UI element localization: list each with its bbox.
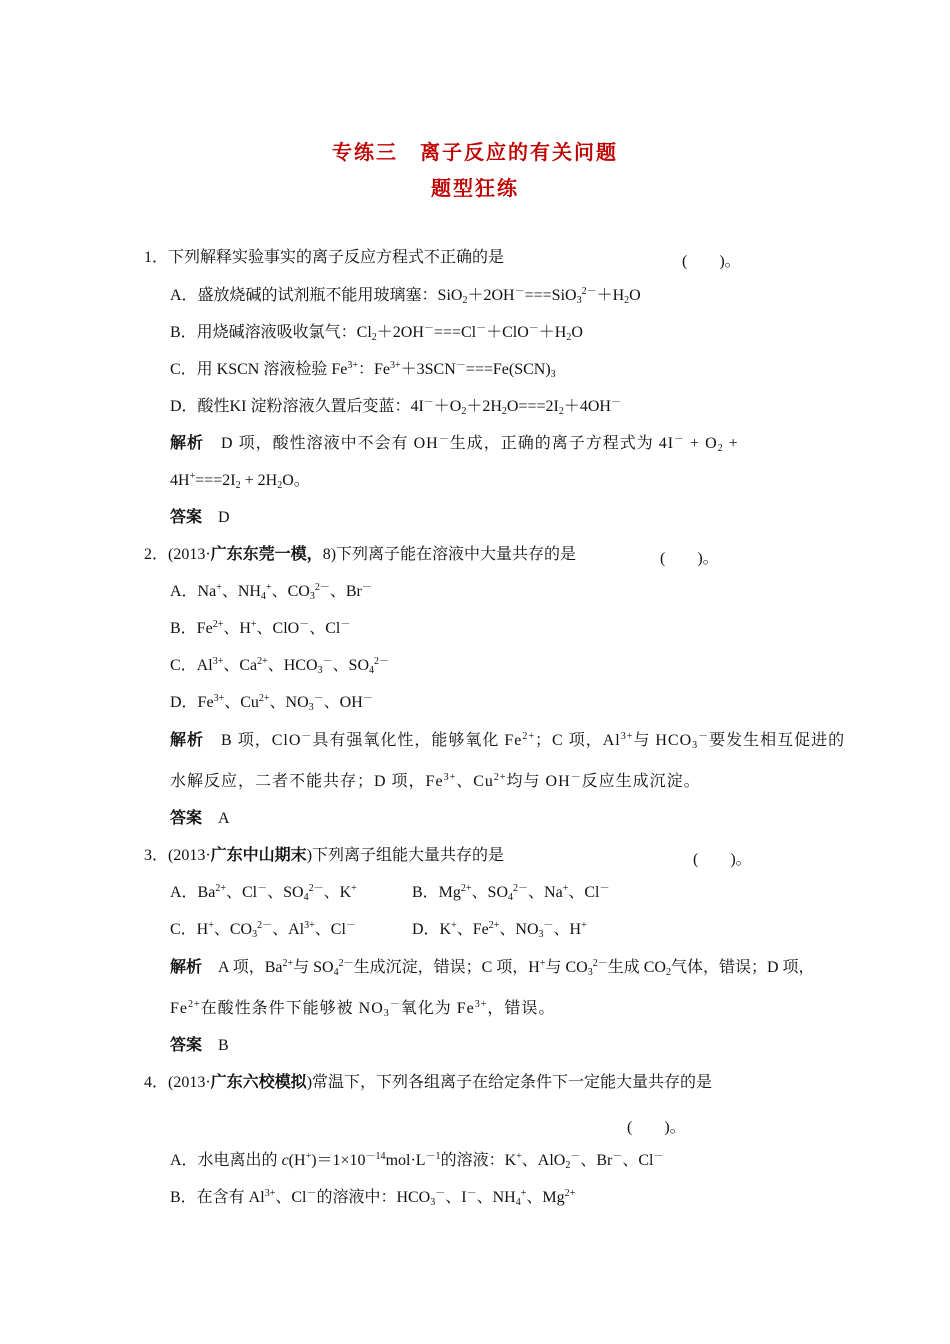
question-4: 4．(2013·广东六校模拟)常温下，下列各组离子在给定条件下一定能大量共存的是 [144,1074,713,1091]
option-c: C．$Al^{3+}$、$Ca^{2+}$、$HCO_3^-$、$SO_4^{2-}$ [170,656,390,676]
analysis: 解析 A 项，$Ba^{2+}$与 $SO_4^{2-}$生成沉淀，错误；C 项，H+与 $CO_3^{2-}$生成 $CO_2$气体，错误；D 项， [170,958,815,978]
option-d: D．酸性KI 淀粉溶液久置后变蓝：$4I^-+O_2+2H_2O===2I_2+4OH^-$ [170,397,621,417]
option-a: A．$Ba^{2+}$、Cl－、$SO_4^{2-}$、K+ [170,883,357,903]
question-3: 3．(2013·广东中山期末)下列离子组能大量共存的是 [144,847,505,864]
option-c: C．用 KSCN 溶液检验 $Fe^{3+}$：$Fe^{3+}+3SCN^-===Fe(SCN)_3$ [170,360,556,380]
analysis: 解析 B 项，ClO－具有强氧化性，能够氧化 $Fe^{2+}$；C 项，$Al^{3+}$与 $HCO_3^-$要发生相互促进的 [170,731,846,751]
question-2: 2．(2013·广东东莞一模，8)下列离子能在溶液中大量共存的是 [144,546,577,563]
analysis-cont: $4H^+===2I_2 + 2H_2O$。 [170,471,310,491]
option-a: A．盛放烧碱的试剂瓶不能用玻璃塞：$SiO_2+2OH^-===SiO_3^{2-}+H_2O$ [170,286,641,306]
analysis-cont: 水解反应，二者不能共存；D 项，$Fe^{3+}$、$Cu^{2+}$均与 OH－反应生成沉淀。 [170,772,701,790]
answer-blank: ( )。 [627,1119,686,1136]
option-d: D．K+、$Fe^{2+}$、$NO_3^-$、H+ [412,920,587,940]
page-subtitle: 题型狂练 [431,176,519,200]
answer: 答案 B [170,1037,229,1054]
question-1: 1．下列解释实验事实的离子反应方程式不正确的是 [144,249,505,266]
option-a: A．水电离出的 $c(H^+)=1\times 10^{-14}mol\cdot L^{-1}$的溶液：K+、AlO$_2$－、Br－、Cl－ [170,1151,664,1171]
answer-blank: ( )。 [660,550,719,567]
option-c: C．H+、$CO_3^{2-}$、$Al^{3+}$、Cl－ [170,920,356,940]
answer-blank: ( )。 [682,253,741,270]
answer-blank: ( )。 [693,851,752,868]
option-b: B．用烧碱溶液吸收氯气：$Cl_2+2OH^-===Cl^-+ClO^-+H_2O$ [170,323,583,343]
analysis: 解析 D 项，酸性溶液中不会有 OH－生成，正确的离子方程式为 $4I^- + O_2$ + [170,434,739,454]
answer: 答案 D [170,509,230,526]
page-title: 专练三 离子反应的有关问题 [332,140,618,164]
option-a: A．Na+、$NH_4^+$、$CO_3^{2-}$、Br－ [170,582,372,602]
option-b: B．$Fe^{2+}$、H+、ClO－、Cl－ [170,619,351,637]
option-d: D．$Fe^{3+}$、$Cu^{2+}$、$NO_3^-$、OH－ [170,693,373,713]
answer: 答案 A [170,810,230,827]
option-b: B．在含有 $Al^{3+}$、Cl－的溶液中：$HCO_3^-$、I－、$NH_4^+$、$Mg^{2+}$ [170,1188,576,1208]
option-b: B．$Mg^{2+}$、$SO_4^{2-}$、Na+、Cl－ [412,883,610,903]
analysis-cont: $Fe^{2+}$在酸性条件下能够被 $NO_3^-$氧化为 $Fe^{3+}$，错误。 [170,999,556,1019]
